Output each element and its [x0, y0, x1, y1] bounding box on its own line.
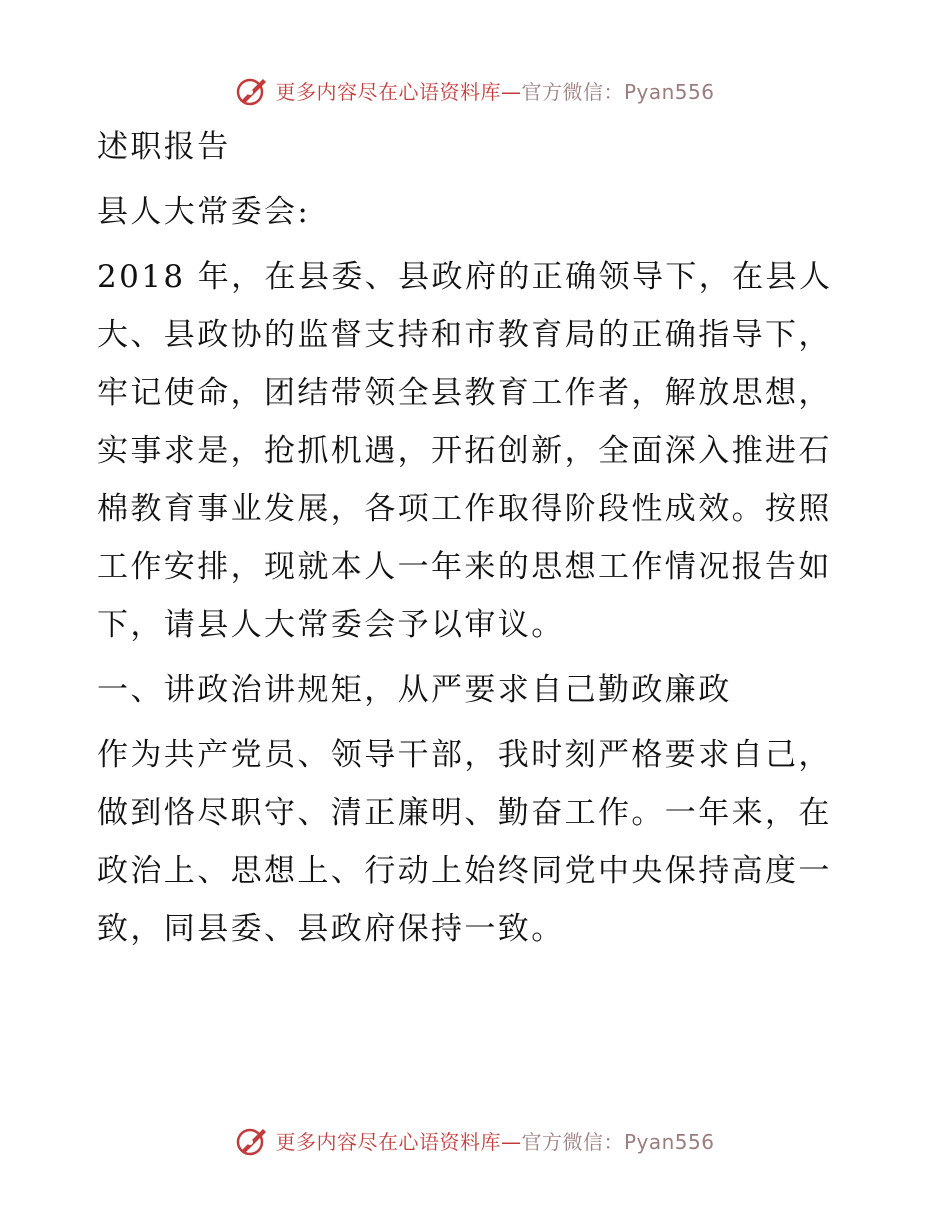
- quill-pen-icon: [235, 1123, 269, 1157]
- document-title: 述职报告: [97, 129, 231, 165]
- quill-pen-icon: [235, 73, 269, 107]
- watermark-library-text: 更多内容尽在心语资料库—: [275, 79, 522, 104]
- section-heading-1: 一、讲政治讲规矩，从严要求自己勤政廉政: [97, 672, 732, 708]
- document-body: [97, 118, 857, 958]
- header-watermark-banner: [0, 70, 950, 110]
- watermark-wechat-text: 官方微信：Pyan556: [521, 79, 715, 104]
- document-greeting: 县人大常委会:: [97, 194, 311, 230]
- watermark-text: [275, 1126, 714, 1155]
- watermark-text: [275, 76, 714, 105]
- watermark-wechat-text: 官方微信：Pyan556: [521, 1129, 715, 1154]
- watermark-library-text: 更多内容尽在心语资料库—: [275, 1129, 522, 1154]
- paragraph-section-1: 作为共产党员、领导干部，我时刻严格要求自己，做到恪尽职守、清正廉明、勤奋工作。一年来，在政治上、思想上、行动上始终同党中央保持高度一致，同县委、县政府保持一致。: [97, 737, 832, 947]
- paragraph-intro: 2018 年，在县委、县政府的正确领导下，在县人大、县政协的监督支持和市教育局的正确指导下，牢记使命，团结带领全县教育工作者，解放思想，实事求是，抢抓机遇，开拓创新，全面深入推进石棉教育事业发展，各项工作取得阶段性成效。按照工作安排，现就本人一年来的思想工作情况报告如下，请县人大常委会予以审议。: [97, 259, 833, 643]
- footer-watermark-banner: [0, 1120, 950, 1160]
